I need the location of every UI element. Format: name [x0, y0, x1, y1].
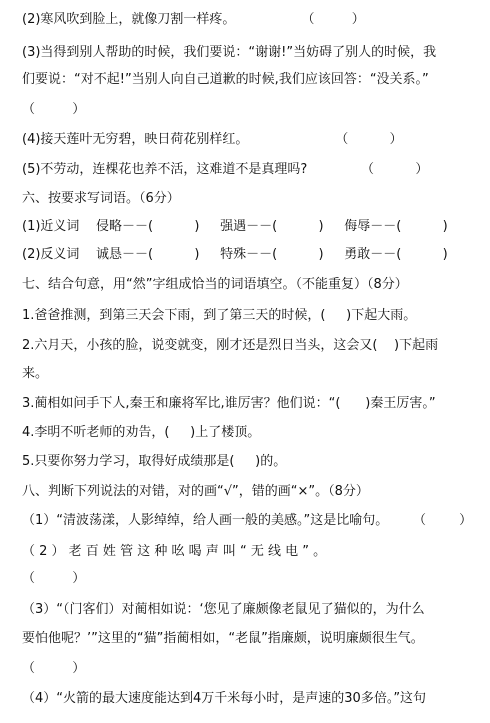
s7-q2-line-2: 来。: [22, 366, 49, 381]
s8-q3-line-2: 要怕他呢？’”这里的“猫”指蔺相如，“老鼠”指廉颇，说明廉颇很生气。: [22, 631, 424, 646]
s7-q3-line: 3.蔺相如问手下人,秦王和廉将军比,谁厉害？他们说：“( )秦王厉害。”: [22, 396, 436, 411]
section-8-heading: 八、判断下列说法的对错，对的画“√”，错的画“×”。（8分）: [22, 484, 369, 499]
q-5-line: (5)不劳动，连棵花也养不活，这难道不是真理吗? （ ）: [22, 162, 429, 177]
s8-q1-line: （1）“清波荡漾，人影绰绰，给人画一般的美感。”这是比喻句。 （ ）: [22, 513, 473, 528]
q-3-answer: （ ）: [22, 102, 86, 117]
q-3-line-2: 们要说：“对不起!”当别人向自己道歉的时候,我们应该回答：“没关系。”: [22, 72, 429, 87]
section-6-heading: 六、按要求写词语。（6分）: [22, 191, 180, 206]
s7-q5-line: 5.只要你努力学习，取得好成绩那是( )的。: [22, 454, 287, 469]
s7-q2-line-1: 2.六月天，小孩的脸，说变就变，刚才还是烈日当头，这会又( )下起雨: [22, 338, 439, 353]
s7-q4-line: 4.李明不听老师的劝告，( )上了楼顶。: [22, 425, 261, 440]
q-3-line-1: (3)当得到别人帮助的时候，我们要说：“谢谢!”当妨碍了别人的时候，我: [22, 45, 437, 60]
s8-q2-answer: （ ）: [22, 571, 86, 586]
antonym-line: (2)反义词 诚恳－－( ) 特殊－－( ) 勇敢－－( ): [22, 247, 448, 262]
s8-q3-answer: （ ）: [22, 661, 86, 676]
synonym-line: (1)近义词 侵略－－( ) 强遇－－( ) 侮辱－－( ): [22, 219, 448, 234]
s8-q2-line: （ 2 ） 老 百 姓 管 这 种 吆 喝 声 叫 “ 无 线 电 ” 。: [22, 544, 327, 559]
s7-q1-line: 1.爸爸推测，到第三天会下雨，到了第三天的时候，( )下起大雨。: [22, 308, 417, 323]
s8-q3-line-1: （3）“（门客们）对蔺相如说：‘您见了廉颇像老鼠见了猫似的，为什么: [22, 602, 425, 617]
section-7-heading: 七、结合句意，用“然”字组成恰当的词语填空。（不能重复）（8分）: [22, 277, 408, 292]
q-4-line: (4)接天莲叶无穷碧，映日荷花别样红。 （ ）: [22, 132, 403, 147]
s8-q4-line: （4）“火箭的最大速度能达到4万千米每小时，是声速的30多倍。”这句: [22, 691, 427, 706]
q-2-line: (2)寒风吹到脸上，就像刀割一样疼。 （ ）: [22, 12, 365, 27]
